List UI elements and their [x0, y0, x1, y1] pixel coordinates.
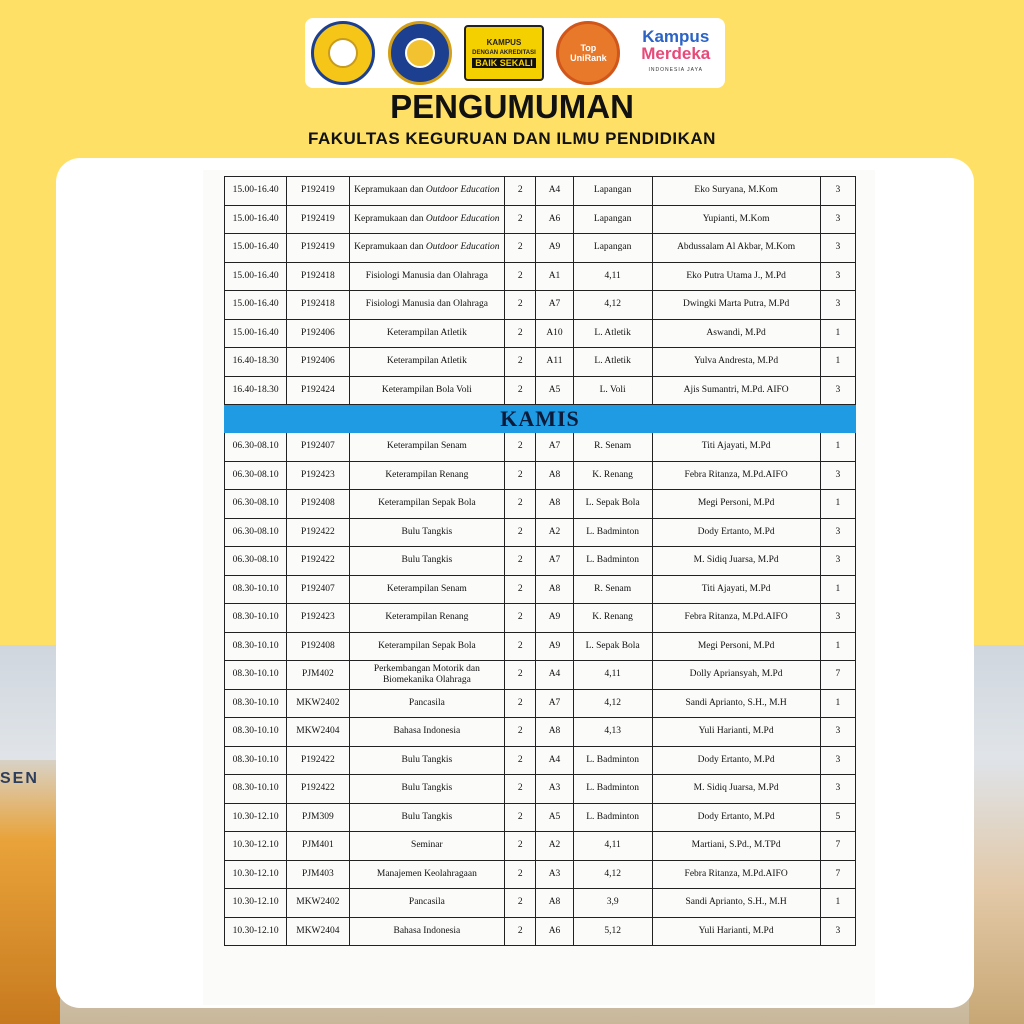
cell-sks: 2: [505, 860, 536, 889]
cell-time: 10.30-12.10: [225, 917, 287, 946]
cell-code: P192419: [287, 177, 349, 206]
cell-room: L. Badminton: [573, 746, 652, 775]
table-row: [225, 234, 856, 263]
cell-time: 08.30-10.10: [225, 632, 287, 661]
course-name: Kepramukaan dan: [354, 242, 424, 253]
cell-course: [349, 718, 505, 747]
course-name: Keterampilan Renang: [385, 469, 469, 480]
cell-lecturer: Sandi Aprianto, S.H., M.H: [652, 889, 820, 918]
cell-course: [349, 860, 505, 889]
cell-sks: 2: [505, 746, 536, 775]
cell-n: 3: [820, 262, 855, 291]
cell-cls: A3: [536, 860, 573, 889]
cell-code: MKW2404: [287, 917, 349, 946]
cell-time: 08.30-10.10: [225, 575, 287, 604]
cell-course: [349, 547, 505, 576]
cell-room: L. Sepak Bola: [573, 632, 652, 661]
schedule-rows-before: [225, 177, 856, 405]
cell-course: [349, 889, 505, 918]
cell-cls: A9: [536, 632, 573, 661]
cell-sks: 2: [505, 803, 536, 832]
course-name: Perkembangan Motorik dan Biomekanika Olahraga: [373, 663, 480, 685]
cell-sks: 2: [505, 889, 536, 918]
cell-cls: A7: [536, 433, 573, 462]
cell-sks: 2: [505, 575, 536, 604]
cell-room: K. Renang: [573, 461, 652, 490]
cell-room: R. Senam: [573, 433, 652, 462]
cell-course: [349, 775, 505, 804]
cell-time: 15.00-16.40: [225, 205, 287, 234]
cell-room: K. Renang: [573, 604, 652, 633]
table-row: [225, 376, 856, 405]
cell-cls: A7: [536, 291, 573, 320]
cell-cls: A4: [536, 661, 573, 690]
course-name: Fisiologi Manusia dan Olahraga: [365, 270, 488, 281]
cell-lecturer: Febra Ritanza, M.Pd.AIFO: [652, 604, 820, 633]
cell-lecturer: Dody Ertanto, M.Pd: [652, 803, 820, 832]
cell-sks: 2: [505, 775, 536, 804]
course-name: Kepramukaan dan: [354, 185, 424, 196]
cell-code: MKW2402: [287, 689, 349, 718]
cell-course: [349, 746, 505, 775]
table-row: [225, 547, 856, 576]
cell-cls: A7: [536, 689, 573, 718]
cell-sks: 2: [505, 234, 536, 263]
cell-time: 10.30-12.10: [225, 889, 287, 918]
cell-lecturer: Dody Ertanto, M.Pd: [652, 518, 820, 547]
course-name: Bulu Tangkis: [401, 754, 453, 765]
cell-course: [349, 689, 505, 718]
cell-cls: A6: [536, 205, 573, 234]
table-row: [225, 689, 856, 718]
cell-lecturer: Febra Ritanza, M.Pd.AIFO: [652, 860, 820, 889]
cell-time: 10.30-12.10: [225, 803, 287, 832]
cell-room: Lapangan: [573, 177, 652, 206]
cell-n: 3: [820, 604, 855, 633]
cell-cls: A8: [536, 490, 573, 519]
cell-time: 06.30-08.10: [225, 461, 287, 490]
cell-sks: 2: [505, 604, 536, 633]
table-row: [225, 604, 856, 633]
cell-n: 3: [820, 205, 855, 234]
cell-lecturer: M. Sidiq Juarsa, M.Pd: [652, 775, 820, 804]
cell-n: 1: [820, 689, 855, 718]
cell-code: P192418: [287, 262, 349, 291]
cell-course: [349, 917, 505, 946]
cell-course: [349, 348, 505, 377]
cell-lecturer: Eko Suryana, M.Kom: [652, 177, 820, 206]
cell-n: 1: [820, 575, 855, 604]
table-row: [225, 177, 856, 206]
cell-time: 08.30-10.10: [225, 746, 287, 775]
cell-room: L. Sepak Bola: [573, 490, 652, 519]
cell-room: 4,12: [573, 291, 652, 320]
cell-n: 3: [820, 376, 855, 405]
cell-n: 1: [820, 348, 855, 377]
cell-n: 3: [820, 775, 855, 804]
cell-sks: 2: [505, 832, 536, 861]
cell-sks: 2: [505, 718, 536, 747]
cell-room: R. Senam: [573, 575, 652, 604]
cell-room: L. Badminton: [573, 775, 652, 804]
kampus-merdeka-logo: Kampus Merdeka INDONESIA JAYA: [641, 26, 711, 73]
cell-cls: A5: [536, 376, 573, 405]
table-row: [225, 860, 856, 889]
cell-n: 1: [820, 433, 855, 462]
cell-room: L. Badminton: [573, 518, 652, 547]
cell-lecturer: Dody Ertanto, M.Pd: [652, 746, 820, 775]
cell-code: P192419: [287, 234, 349, 263]
course-name: Keterampilan Renang: [385, 612, 469, 623]
cell-sks: 2: [505, 177, 536, 206]
table-row: [225, 291, 856, 320]
cell-time: 15.00-16.40: [225, 262, 287, 291]
cell-n: 7: [820, 832, 855, 861]
cell-lecturer: Megi Personi, M.Pd: [652, 632, 820, 661]
page-title: PENGUMUMAN: [390, 88, 634, 125]
cell-lecturer: Yupianti, M.Kom: [652, 205, 820, 234]
cell-sks: 2: [505, 661, 536, 690]
cell-code: P192407: [287, 433, 349, 462]
course-name-italic: Outdoor Education: [425, 213, 500, 224]
cell-n: 1: [820, 490, 855, 519]
cell-sks: 2: [505, 490, 536, 519]
course-name: Keterampilan Bola Voli: [381, 384, 472, 395]
cell-room: 4,12: [573, 689, 652, 718]
cell-code: P192408: [287, 632, 349, 661]
cell-course: [349, 177, 505, 206]
cell-room: L. Atletik: [573, 348, 652, 377]
table-row: [225, 718, 856, 747]
table-row: [225, 490, 856, 519]
course-name-italic: Outdoor Education: [425, 242, 500, 253]
cell-lecturer: Megi Personi, M.Pd: [652, 490, 820, 519]
logo-bar: [305, 18, 725, 88]
schedule-table: [224, 176, 856, 946]
cell-n: 1: [820, 319, 855, 348]
cell-cls: A10: [536, 319, 573, 348]
cell-cls: A8: [536, 718, 573, 747]
cell-cls: A8: [536, 889, 573, 918]
cell-lecturer: Ajis Sumantri, M.Pd. AIFO: [652, 376, 820, 405]
course-name: Seminar: [411, 840, 443, 851]
cell-course: [349, 234, 505, 263]
cell-room: L. Atletik: [573, 319, 652, 348]
cell-sks: 2: [505, 433, 536, 462]
cell-cls: A2: [536, 518, 573, 547]
cell-lecturer: Yuli Harianti, M.Pd: [652, 718, 820, 747]
cell-sks: 2: [505, 319, 536, 348]
cell-n: 3: [820, 177, 855, 206]
cell-cls: A9: [536, 604, 573, 633]
cell-code: PJM402: [287, 661, 349, 690]
cell-time: 15.00-16.40: [225, 319, 287, 348]
cell-time: 16.40-18.30: [225, 348, 287, 377]
course-name: Bulu Tangkis: [401, 526, 453, 537]
day-header: KAMIS: [225, 405, 856, 433]
table-row: [225, 661, 856, 690]
table-row: [225, 575, 856, 604]
day-header-row: [225, 405, 856, 433]
cell-lecturer: Martiani, S.Pd., M.TPd: [652, 832, 820, 861]
cell-cls: A7: [536, 547, 573, 576]
cell-time: 10.30-12.10: [225, 832, 287, 861]
cell-course: [349, 632, 505, 661]
cell-sks: 2: [505, 291, 536, 320]
cell-cls: A11: [536, 348, 573, 377]
cell-n: 3: [820, 234, 855, 263]
cell-time: 08.30-10.10: [225, 718, 287, 747]
cell-lecturer: Yulva Andresta, M.Pd: [652, 348, 820, 377]
cell-course: [349, 433, 505, 462]
table-row: [225, 889, 856, 918]
cell-time: 06.30-08.10: [225, 547, 287, 576]
cell-code: P192423: [287, 604, 349, 633]
course-name: Keterampilan Senam: [386, 441, 467, 452]
cell-course: [349, 262, 505, 291]
cell-room: Lapangan: [573, 205, 652, 234]
cell-time: 06.30-08.10: [225, 433, 287, 462]
course-name: Keterampilan Sepak Bola: [378, 498, 476, 509]
cell-time: 08.30-10.10: [225, 775, 287, 804]
cell-room: L. Badminton: [573, 803, 652, 832]
cell-lecturer: Titi Ajayati, M.Pd: [652, 433, 820, 462]
cell-n: 1: [820, 889, 855, 918]
cell-sks: 2: [505, 262, 536, 291]
course-name: Manajemen Keolahragaan: [376, 868, 477, 879]
cell-sks: 2: [505, 461, 536, 490]
table-row: [225, 461, 856, 490]
cell-time: 15.00-16.40: [225, 291, 287, 320]
cell-lecturer: Sandi Aprianto, S.H., M.H: [652, 689, 820, 718]
course-name: Pancasila: [408, 697, 445, 708]
cell-cls: A4: [536, 177, 573, 206]
course-name: Pancasila: [408, 897, 445, 908]
cell-code: P192406: [287, 319, 349, 348]
cell-course: [349, 461, 505, 490]
cell-sks: 2: [505, 205, 536, 234]
cell-room: 5,12: [573, 917, 652, 946]
course-name: Kepramukaan dan: [354, 213, 424, 224]
schedule-rows-after: [225, 433, 856, 946]
cell-n: 3: [820, 718, 855, 747]
course-name: Keterampilan Atletik: [386, 327, 467, 338]
university-logo: [311, 21, 375, 85]
cell-course: [349, 661, 505, 690]
cell-lecturer: Abdussalam Al Akbar, M.Kom: [652, 234, 820, 263]
cell-cls: A9: [536, 234, 573, 263]
cell-sks: 2: [505, 518, 536, 547]
cell-time: 06.30-08.10: [225, 518, 287, 547]
table-row: [225, 518, 856, 547]
cell-lecturer: Febra Ritanza, M.Pd.AIFO: [652, 461, 820, 490]
table-row: [225, 262, 856, 291]
cell-code: P192422: [287, 518, 349, 547]
cell-cls: A1: [536, 262, 573, 291]
cell-lecturer: Titi Ajayati, M.Pd: [652, 575, 820, 604]
course-name-italic: Outdoor Education: [425, 185, 500, 196]
cell-code: P192407: [287, 575, 349, 604]
cell-sks: 2: [505, 376, 536, 405]
faculty-logo: [388, 21, 452, 85]
background-building-right: [969, 760, 1024, 1024]
background-sign-text: SEN: [0, 770, 39, 787]
cell-time: 10.30-12.10: [225, 860, 287, 889]
cell-course: [349, 604, 505, 633]
cell-room: Lapangan: [573, 234, 652, 263]
table-row: [225, 433, 856, 462]
cell-cls: A8: [536, 461, 573, 490]
table-row: [225, 348, 856, 377]
course-name: Bahasa Indonesia: [393, 726, 461, 737]
cell-code: MKW2404: [287, 718, 349, 747]
cell-room: 4,13: [573, 718, 652, 747]
cell-sks: 2: [505, 689, 536, 718]
cell-sks: 2: [505, 547, 536, 576]
cell-course: [349, 575, 505, 604]
cell-lecturer: Dwingki Marta Putra, M.Pd: [652, 291, 820, 320]
page-subtitle: FAKULTAS KEGURUAN DAN ILMU PENDIDIKAN: [308, 129, 716, 148]
cell-course: [349, 490, 505, 519]
cell-room: 4,11: [573, 661, 652, 690]
cell-code: MKW2402: [287, 889, 349, 918]
cell-sks: 2: [505, 348, 536, 377]
cell-n: 3: [820, 291, 855, 320]
cell-room: 4,11: [573, 832, 652, 861]
cell-code: P192424: [287, 376, 349, 405]
course-name: Keterampilan Senam: [386, 583, 467, 594]
cell-lecturer: Aswandi, M.Pd: [652, 319, 820, 348]
cell-course: [349, 376, 505, 405]
cell-code: P192408: [287, 490, 349, 519]
cell-time: 08.30-10.10: [225, 661, 287, 690]
cell-cls: A6: [536, 917, 573, 946]
cell-code: P192418: [287, 291, 349, 320]
cell-room: L. Voli: [573, 376, 652, 405]
cell-n: 3: [820, 547, 855, 576]
cell-n: 1: [820, 632, 855, 661]
cell-time: 08.30-10.10: [225, 689, 287, 718]
cell-code: PJM403: [287, 860, 349, 889]
cell-cls: A4: [536, 746, 573, 775]
course-name: Bahasa Indonesia: [393, 925, 461, 936]
cell-time: 08.30-10.10: [225, 604, 287, 633]
course-name: Fisiologi Manusia dan Olahraga: [365, 299, 488, 310]
cell-sks: 2: [505, 632, 536, 661]
cell-lecturer: Dolly Apriansyah, M.Pd: [652, 661, 820, 690]
cell-code: PJM401: [287, 832, 349, 861]
cell-lecturer: Eko Putra Utama J., M.Pd: [652, 262, 820, 291]
cell-code: P192419: [287, 205, 349, 234]
course-name: Bulu Tangkis: [401, 811, 453, 822]
course-name: Bulu Tangkis: [401, 783, 453, 794]
cell-course: [349, 518, 505, 547]
cell-n: 3: [820, 746, 855, 775]
cell-code: P192422: [287, 547, 349, 576]
cell-code: P192422: [287, 775, 349, 804]
cell-course: [349, 832, 505, 861]
cell-code: P192423: [287, 461, 349, 490]
cell-code: P192406: [287, 348, 349, 377]
cell-n: 5: [820, 803, 855, 832]
cell-room: 3,9: [573, 889, 652, 918]
table-row: [225, 917, 856, 946]
course-name: Bulu Tangkis: [401, 555, 453, 566]
cell-cls: A2: [536, 832, 573, 861]
cell-n: 7: [820, 860, 855, 889]
cell-lecturer: Yuli Harianti, M.Pd: [652, 917, 820, 946]
table-row: [225, 832, 856, 861]
cell-course: [349, 319, 505, 348]
unirank-badge: Top UniRank: [556, 21, 620, 85]
cell-sks: 2: [505, 917, 536, 946]
cell-lecturer: M. Sidiq Juarsa, M.Pd: [652, 547, 820, 576]
table-row: [225, 205, 856, 234]
cell-time: 15.00-16.40: [225, 234, 287, 263]
cell-code: PJM309: [287, 803, 349, 832]
table-row: [225, 775, 856, 804]
cell-n: 7: [820, 661, 855, 690]
table-row: [225, 632, 856, 661]
cell-time: 06.30-08.10: [225, 490, 287, 519]
cell-course: [349, 291, 505, 320]
course-name: Keterampilan Atletik: [386, 356, 467, 367]
cell-room: L. Badminton: [573, 547, 652, 576]
cell-n: 3: [820, 518, 855, 547]
cell-cls: A5: [536, 803, 573, 832]
cell-course: [349, 803, 505, 832]
table-row: [225, 746, 856, 775]
cell-cls: A8: [536, 575, 573, 604]
accreditation-badge: KAMPUS DENGAN AKREDITASI BAIK SEKALI: [464, 25, 544, 81]
background-building-left: [0, 760, 60, 1024]
cell-course: [349, 205, 505, 234]
cell-n: 3: [820, 461, 855, 490]
cell-n: 3: [820, 917, 855, 946]
cell-cls: A3: [536, 775, 573, 804]
table-row: [225, 803, 856, 832]
course-name: Keterampilan Sepak Bola: [378, 640, 476, 651]
cell-room: 4,12: [573, 860, 652, 889]
table-row: [225, 319, 856, 348]
cell-time: 16.40-18.30: [225, 376, 287, 405]
cell-room: 4,11: [573, 262, 652, 291]
cell-code: P192422: [287, 746, 349, 775]
cell-time: 15.00-16.40: [225, 177, 287, 206]
